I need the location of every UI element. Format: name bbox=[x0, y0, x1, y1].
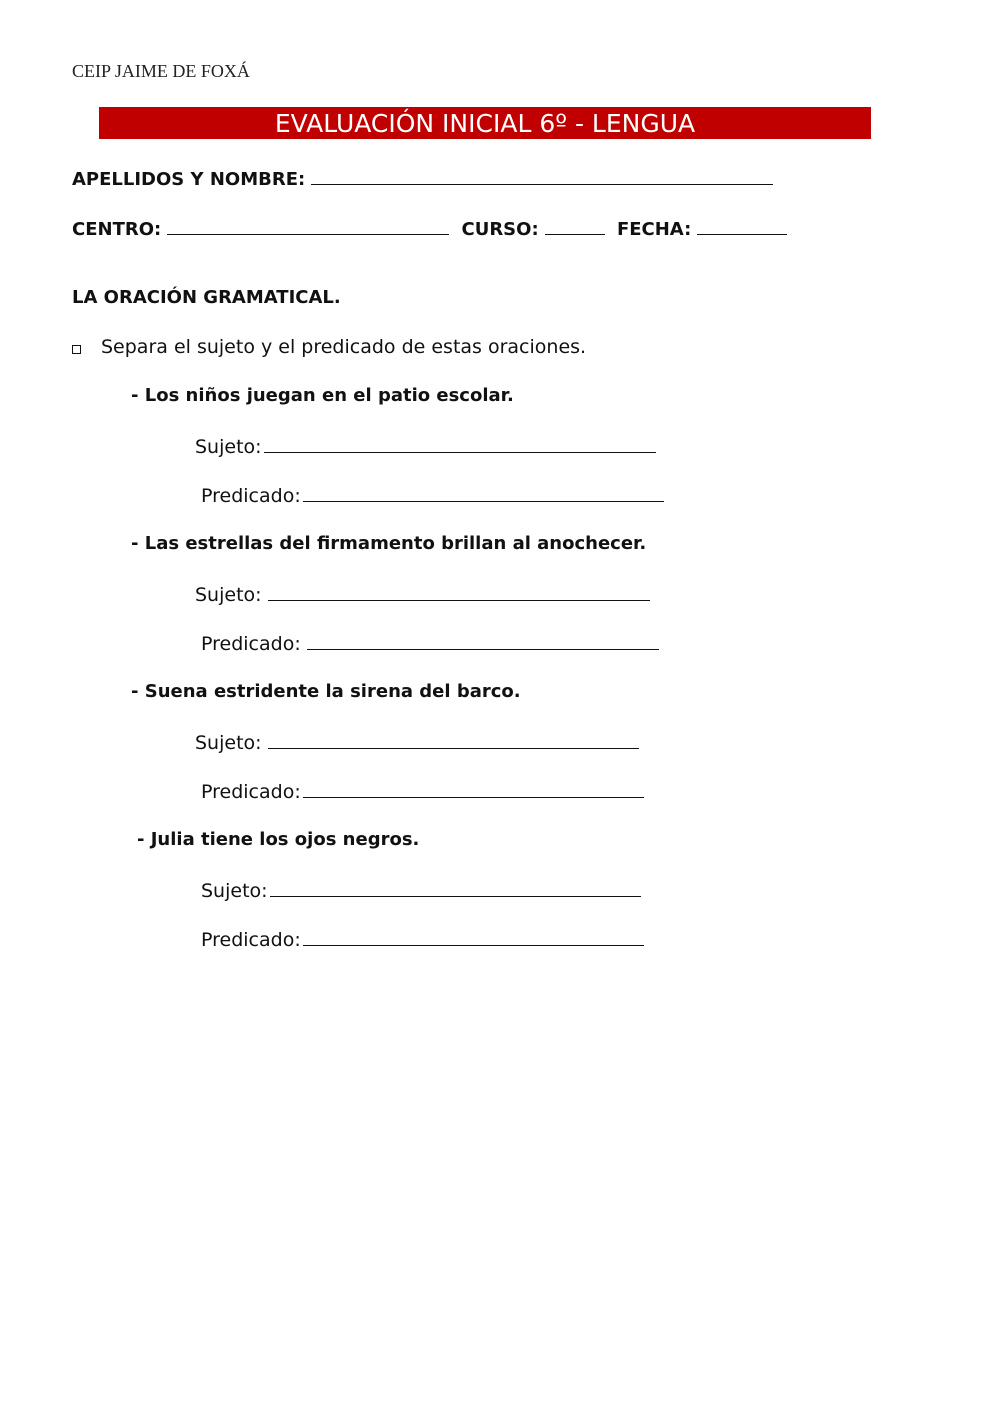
page-title-banner: EVALUACIÓN INICIAL 6º - LENGUA bbox=[99, 107, 871, 139]
predicate-input-line[interactable] bbox=[307, 631, 659, 650]
exercise-sentence: - Julia tiene los ojos negros. bbox=[137, 829, 420, 850]
instruction-text: Separa el sujeto y el predicado de estas oraciones. bbox=[101, 336, 587, 358]
predicate-field bbox=[201, 779, 644, 803]
subject-field bbox=[195, 434, 656, 458]
subject-label: Sujeto: bbox=[195, 584, 262, 606]
subject-input-line[interactable] bbox=[268, 730, 639, 749]
predicate-input-line[interactable] bbox=[303, 779, 644, 798]
predicate-input-line[interactable] bbox=[303, 927, 644, 946]
predicate-field bbox=[201, 631, 659, 655]
curso-input-line[interactable] bbox=[545, 216, 605, 235]
exercise-sentence: - Los niños juegan en el patio escolar. bbox=[131, 385, 514, 406]
subject-field bbox=[195, 730, 639, 754]
subject-input-line[interactable] bbox=[270, 878, 641, 897]
name-label: APELLIDOS Y NOMBRE: bbox=[72, 169, 306, 190]
predicate-label: Predicado: bbox=[201, 929, 301, 951]
name-row bbox=[72, 166, 773, 190]
subject-label: Sujeto: bbox=[201, 880, 268, 902]
exercise-sentence: - Suena estridente la sirena del barco. bbox=[131, 681, 521, 702]
fecha-input-line[interactable] bbox=[697, 216, 787, 235]
subject-input-line[interactable] bbox=[264, 434, 656, 453]
predicate-input-line[interactable] bbox=[303, 483, 664, 502]
exercise-sentence: - Las estrellas del firmamento brillan al anochecer. bbox=[131, 533, 647, 554]
subject-label: Sujeto: bbox=[195, 436, 262, 458]
info-row bbox=[72, 216, 787, 240]
predicate-field bbox=[201, 483, 664, 507]
subject-field bbox=[195, 582, 650, 606]
predicate-label: Predicado: bbox=[201, 485, 301, 507]
predicate-label: Predicado: bbox=[201, 633, 301, 655]
subject-label: Sujeto: bbox=[195, 732, 262, 754]
curso-label: CURSO: bbox=[461, 219, 539, 240]
predicate-label: Predicado: bbox=[201, 781, 301, 803]
square-bullet-icon bbox=[72, 345, 81, 354]
centro-input-line[interactable] bbox=[167, 216, 449, 235]
school-name: CEIP JAIME DE FOXÁ bbox=[72, 61, 250, 81]
predicate-field bbox=[201, 927, 644, 951]
name-input-line[interactable] bbox=[311, 166, 773, 185]
fecha-label: FECHA: bbox=[616, 219, 692, 240]
subject-field bbox=[201, 878, 641, 902]
centro-label: CENTRO: bbox=[72, 219, 162, 240]
section-title: LA ORACIÓN GRAMATICAL. bbox=[72, 287, 341, 308]
subject-input-line[interactable] bbox=[268, 582, 650, 601]
